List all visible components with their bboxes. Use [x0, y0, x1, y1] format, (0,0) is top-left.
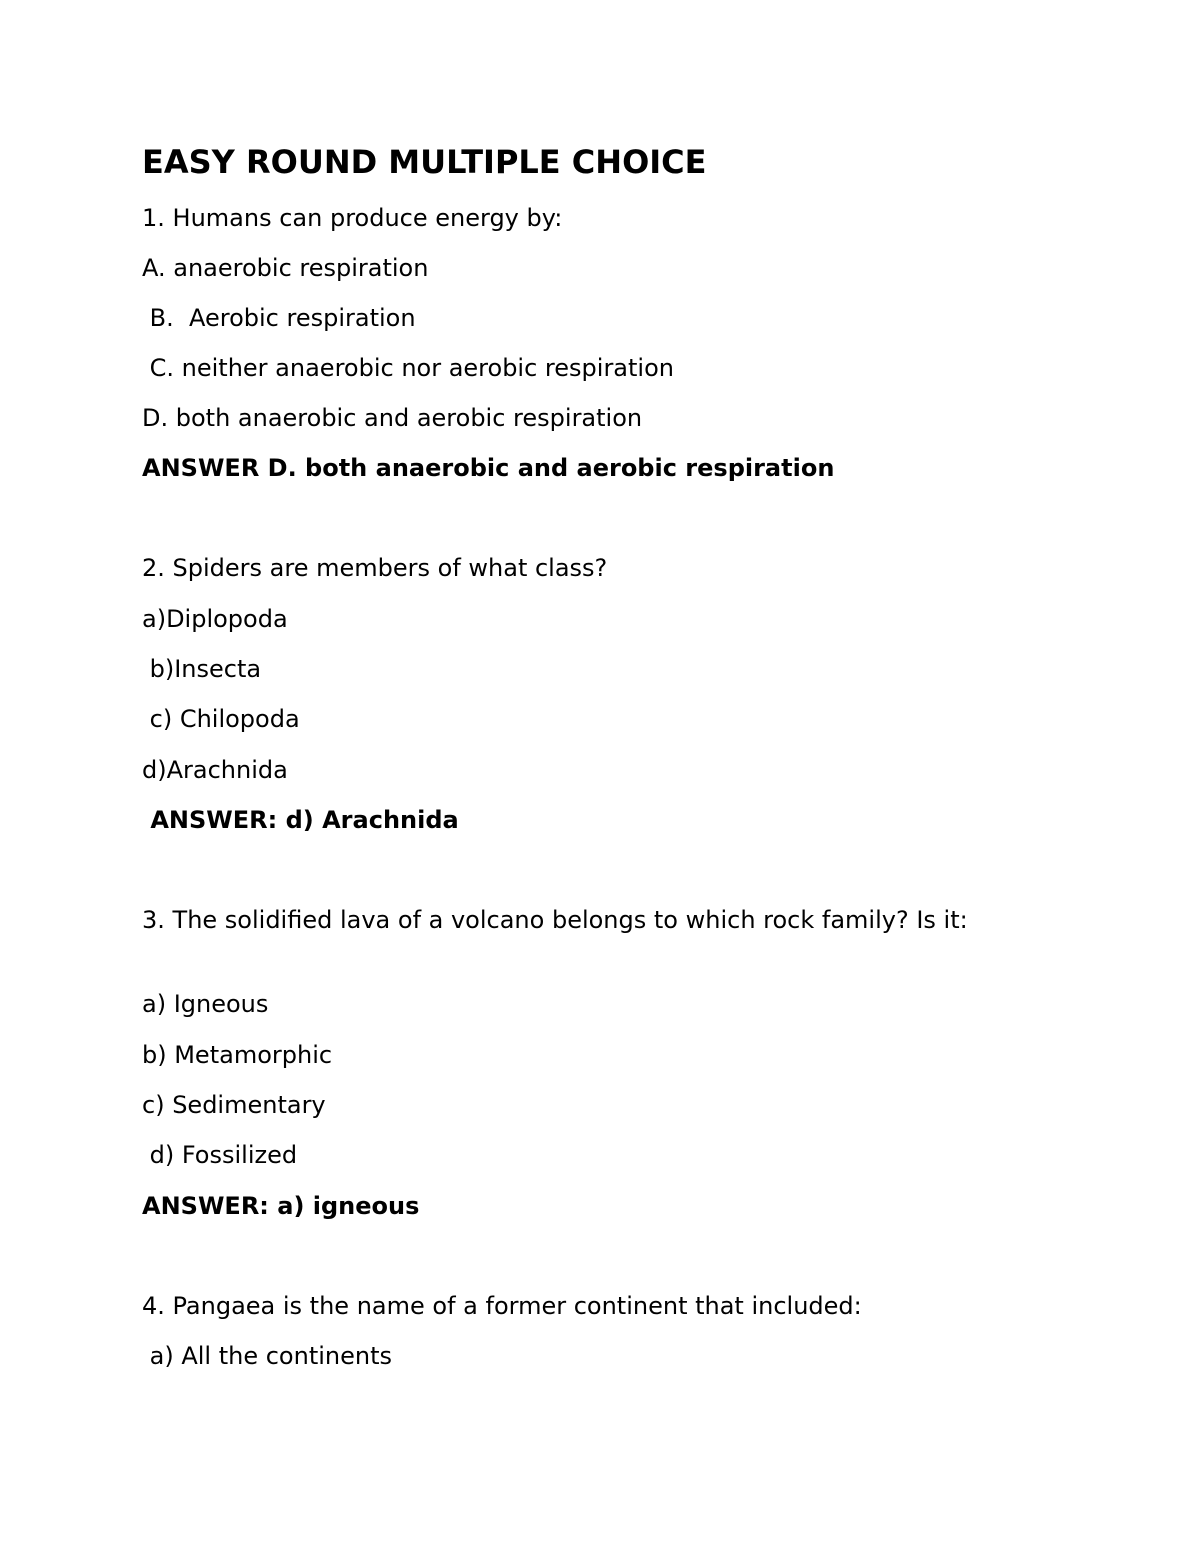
question-3-option-c: c) Sedimentary	[142, 1091, 326, 1119]
question-2-option-d: d)Arachnida	[142, 756, 288, 784]
question-1-answer: ANSWER D. both anaerobic and aerobic respiration	[142, 454, 835, 482]
question-3-option-b: b) Metamorphic	[142, 1041, 333, 1069]
question-1-option-b: B. Aerobic respiration	[142, 304, 416, 332]
question-4-text: 4. Pangaea is the name of a former continent that included:	[142, 1292, 862, 1320]
question-2-option-b: b)Insecta	[142, 655, 262, 683]
question-3-option-d: d) Fossilized	[142, 1141, 298, 1169]
question-1-option-c: C. neither anaerobic nor aerobic respiration	[142, 354, 674, 382]
question-1-option-a: A. anaerobic respiration	[142, 254, 429, 282]
question-3-text: 3. The solidified lava of a volcano belongs to which rock family? Is it:	[142, 906, 968, 934]
question-3-answer: ANSWER: a) igneous	[142, 1192, 420, 1220]
question-2-text: 2. Spiders are members of what class?	[142, 554, 608, 582]
page-title: EASY ROUND MULTIPLE CHOICE	[142, 143, 707, 181]
question-2-option-c: c) Chilopoda	[142, 705, 300, 733]
question-1-text: 1. Humans can produce energy by:	[142, 204, 563, 232]
question-4-option-a: a) All the continents	[142, 1342, 392, 1370]
question-1-option-d: D. both anaerobic and aerobic respiration	[142, 404, 643, 432]
question-2-option-a: a)Diplopoda	[142, 605, 288, 633]
question-2-answer: ANSWER: d) Arachnida	[142, 806, 459, 834]
question-3-option-a: a) Igneous	[142, 990, 269, 1018]
